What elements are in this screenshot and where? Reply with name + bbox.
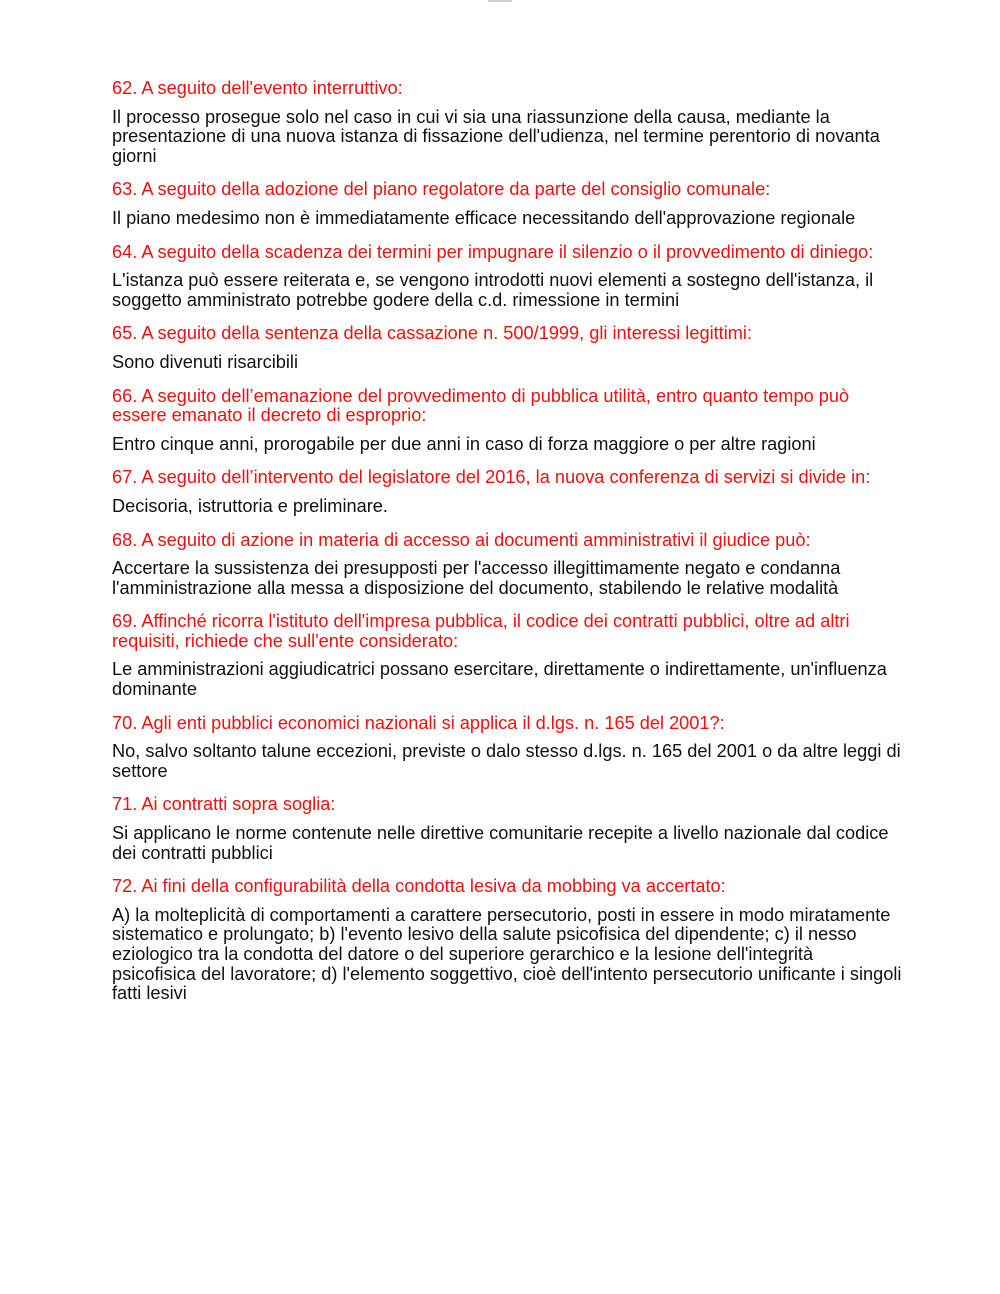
question: 63. A seguito della adozione del piano regolatore da parte del consiglio comunale:	[112, 179, 771, 200]
answer: No, salvo soltanto talune eccezioni, previste o dalo stesso d.lgs. n. 165 del 2001 o da altre leggi di settore	[112, 741, 901, 781]
answer: Le amministrazioni aggiudicatrici possano esercitare, direttamente o indirettamente, un'influenza dominante	[112, 659, 887, 700]
qa-item	[112, 243, 902, 311]
question: 65. A seguito della sentenza della cassazione n. 500/1999, gli interessi legittimi:	[112, 323, 752, 344]
answer: Sono divenuti risarcibili	[112, 351, 299, 372]
question: 69. Affinché ricorra l'istituto dell'impresa pubblica, il codice dei contratti pubblici, oltre ad altri requisiti, richiede che sull'ente considerato:	[112, 611, 850, 651]
answer: Il piano medesimo non è immediatamente efficace necessitando dell'approvazione regionale	[112, 207, 856, 228]
question: 64. A seguito della scadenza dei termini per impugnare il silenzio o il provvedimento di diniego:	[112, 241, 874, 262]
document-page	[112, 79, 902, 1018]
qa-item	[112, 79, 902, 166]
answer: Decisoria, istruttoria e preliminare.	[112, 495, 388, 516]
qa-item	[112, 531, 902, 599]
qa-item	[112, 468, 902, 516]
header-mark	[488, 0, 512, 2]
question: 67. A seguito dell’intervento del legislatore del 2016, la nuova conferenza di servizi si divide in:	[112, 467, 871, 488]
qa-item	[112, 877, 902, 1004]
question: 62. A seguito dell'evento interruttivo:	[112, 78, 403, 98]
qa-item	[112, 324, 902, 372]
qa-item	[112, 714, 902, 782]
question: 71. Ai contratti sopra soglia:	[112, 794, 336, 815]
answer: A) la molteplicità di comportamenti a carattere persecutorio, posti in essere in modo miratamente sistematico e prolungato; b) l'evento lesivo della salute psicofisica del dipendente; c) il nesso eziologico tra la condotta del datore o del superiore gerarchico e la lesione dell'integrità psicofisica del lavoratore; d) l'elemento soggettivo, cioè dell'intento persecutorio unificante i singoli fatti lesivi	[112, 904, 902, 1004]
answer: Accertare la sussistenza dei presupposti per l'accesso illegittimamente negato e condanna l'amministrazione alla messa a disposizione del documento, stabilendo le relative modalità	[112, 558, 841, 598]
question: 66. A seguito dell’emanazione del provvedimento di pubblica utilità, entro quanto tempo può essere emanato il decreto di esproprio:	[112, 385, 850, 426]
qa-item	[112, 612, 902, 699]
qa-item	[112, 387, 902, 455]
answer: Il processo prosegue solo nel caso in cui vi sia una riassunzione della causa, mediante la presentazione di una nuova istanza di fissazione dell'udienza, nel termine perentorio di novanta giorni	[112, 106, 880, 166]
qa-item	[112, 795, 902, 863]
question: 68. A seguito di azione in materia di accesso ai documenti amministrativi il giudice può:	[112, 529, 811, 550]
answer: L'istanza può essere reiterata e, se vengono introdotti nuovi elementi a sostegno dell'istanza, il soggetto amministrato potrebbe godere della c.d. rimessione in termini	[112, 270, 874, 310]
answer: Entro cinque anni, prorogabile per due anni in caso di forza maggiore o per altre ragioni	[112, 433, 816, 454]
question: 70. Agli enti pubblici economici nazionali si applica il d.lgs. n. 165 del 2001?:	[112, 712, 725, 733]
answer: Si applicano le norme contenute nelle direttive comunitarie recepite a livello nazionale dal codice dei contratti pubblici	[112, 823, 889, 863]
qa-item	[112, 180, 902, 228]
question: 72. Ai fini della configurabilità della condotta lesiva da mobbing va accertato:	[112, 876, 726, 897]
